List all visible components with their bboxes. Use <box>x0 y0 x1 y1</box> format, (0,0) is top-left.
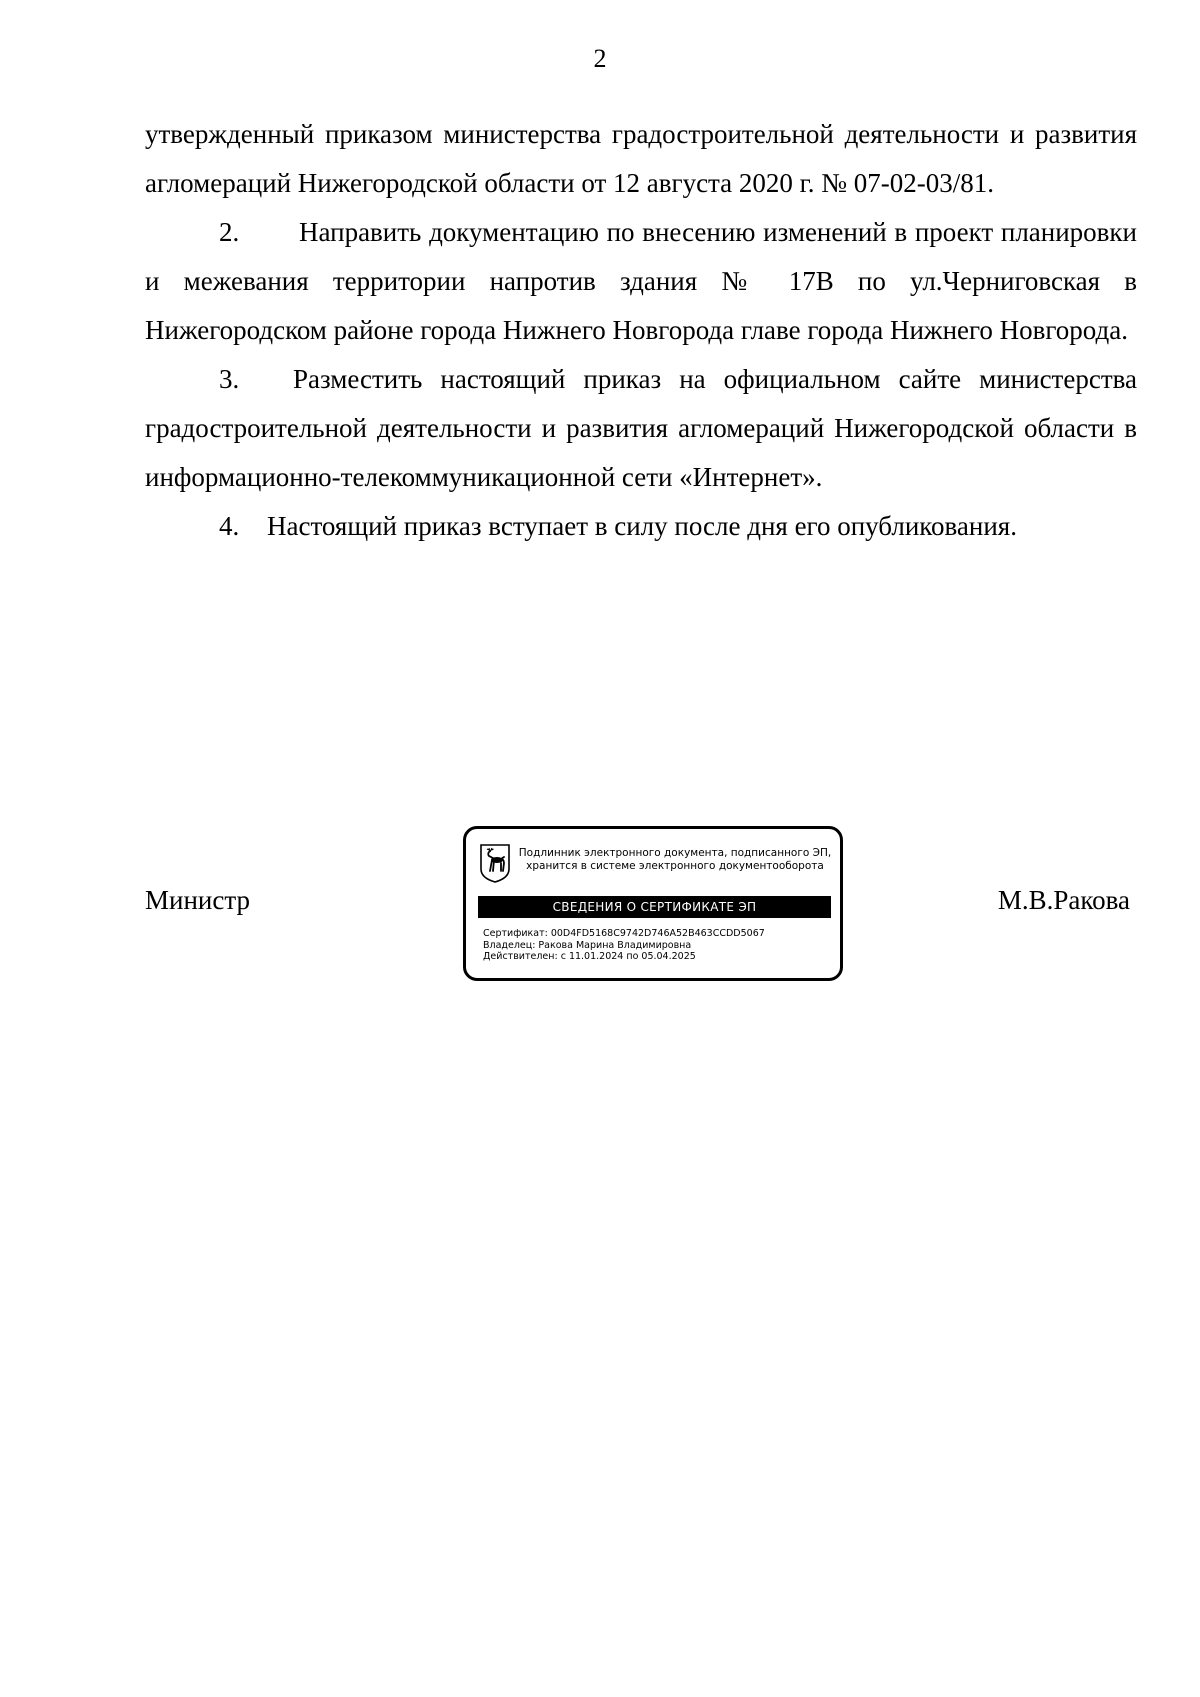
stamp-header-line-2: хранится в системе электронного документооборота <box>526 860 824 872</box>
item-text: Направить документацию по внесению изменений в проект планировки и межевания территории напротив здания № 17В по ул.Черниговская в Нижегородском районе города Нижнего Новгорода главе города Нижнего Новгорода. <box>145 217 1137 345</box>
stamp-header <box>516 847 834 873</box>
signer-role: Министр <box>145 885 250 915</box>
certificate-validity: Действителен: с 11.01.2024 по 05.04.2025 <box>483 951 696 962</box>
signer-name: М.В.Ракова <box>997 885 1130 915</box>
item-number: 2. <box>219 217 240 247</box>
page-number: 2 <box>593 44 607 73</box>
item-number: 3. <box>219 364 240 394</box>
item-text: Разместить настоящий приказ на официальном сайте министерства градостроительной деятельности и развития агломераций Нижегородской области в информационно-телекоммуникационной сети «Интернет». <box>145 364 1137 492</box>
stamp-header-line-1: Подлинник электронного документа, подписанного ЭП, <box>518 847 832 859</box>
electronic-signature-stamp <box>463 826 843 981</box>
paragraph-continuation: утвержденный приказом министерства градостроительной деятельности и развития агломераций Нижегородской области от 12 августа 2020 г. № 07-02-03/81. <box>145 119 1137 198</box>
paragraph-item-4 <box>145 502 1137 551</box>
document-body <box>145 110 1137 551</box>
certificate-number: Сертификат: 00D4FD5168C9742D746A52B463CCDD5067 <box>483 928 765 939</box>
stamp-certificate-band: СВЕДЕНИЯ О СЕРТИФИКАТЕ ЭП <box>478 896 831 918</box>
item-text: Настоящий приказ вступает в силу после дня его опубликования. <box>267 511 1017 541</box>
deer-emblem-icon <box>479 843 511 883</box>
paragraph-item-2 <box>145 208 1137 355</box>
item-number: 4. <box>219 511 240 541</box>
signature-block <box>145 826 1137 1026</box>
stamp-details <box>483 928 833 963</box>
certificate-owner: Владелец: Ракова Марина Владимировна <box>483 939 692 951</box>
paragraph-item-3 <box>145 355 1137 502</box>
